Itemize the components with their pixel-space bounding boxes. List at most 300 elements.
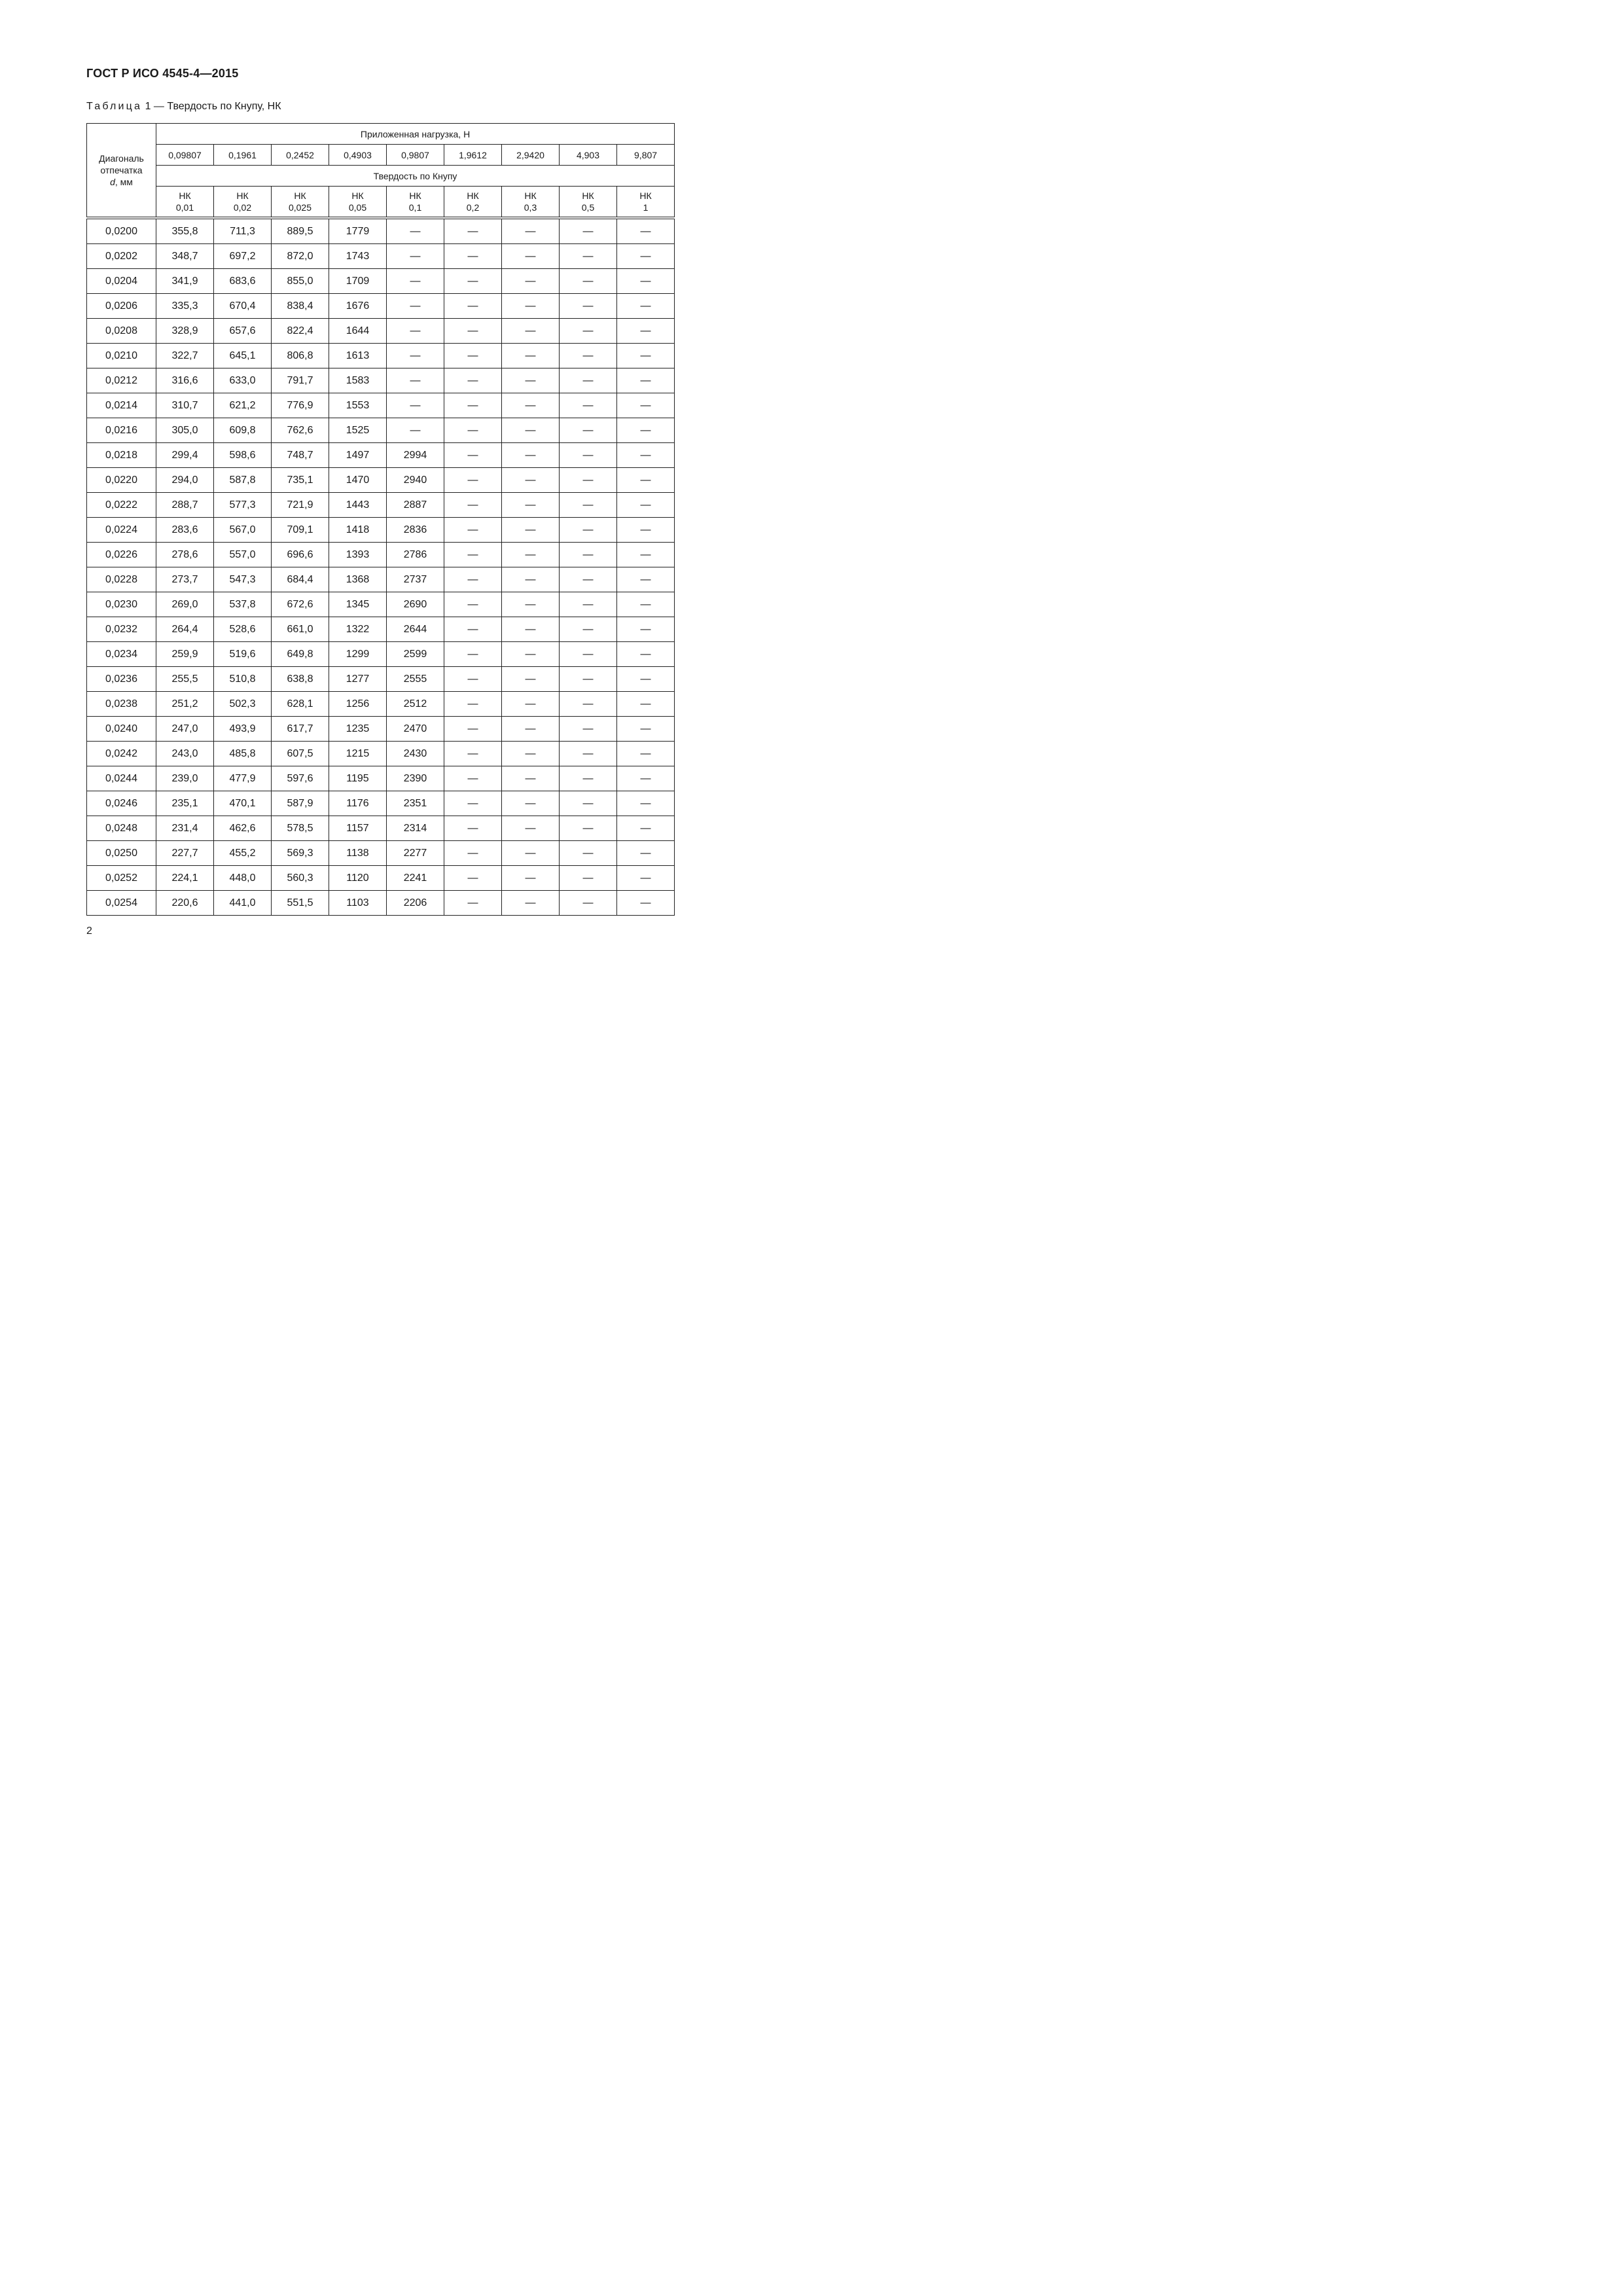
table-row <box>87 368 675 393</box>
hardness-cell: — <box>560 891 617 916</box>
hardness-cell: 239,0 <box>156 766 214 791</box>
hardness-cell: 560,3 <box>272 866 329 891</box>
load-value-header: 9,807 <box>617 145 675 166</box>
table-row <box>87 543 675 567</box>
hardness-scale-symbol: НК <box>294 190 306 201</box>
hardness-cell: — <box>617 766 675 791</box>
hardness-cell: — <box>444 891 502 916</box>
hardness-cell: — <box>502 642 560 667</box>
hardness-cell: 462,6 <box>214 816 272 841</box>
hardness-cell: 1525 <box>329 418 387 443</box>
hardness-cell: 697,2 <box>214 244 272 269</box>
hardness-cell: — <box>502 368 560 393</box>
hardness-cell: 537,8 <box>214 592 272 617</box>
hardness-cell: — <box>617 791 675 816</box>
hardness-cell: — <box>617 866 675 891</box>
hardness-cell: — <box>444 368 502 393</box>
hardness-cell: — <box>617 567 675 592</box>
hardness-cell: 597,6 <box>272 766 329 791</box>
load-value-header: 0,09807 <box>156 145 214 166</box>
hardness-cell: 791,7 <box>272 368 329 393</box>
hardness-cell: 696,6 <box>272 543 329 567</box>
diagonal-cell: 0,0218 <box>87 443 156 468</box>
hardness-cell: 1120 <box>329 866 387 891</box>
hardness-cell: — <box>617 443 675 468</box>
hardness-cell: — <box>444 841 502 866</box>
hardness-cell: 2241 <box>387 866 444 891</box>
hardness-cell: 335,3 <box>156 294 214 319</box>
hardness-cell: 2786 <box>387 543 444 567</box>
diagonal-cell: 0,0226 <box>87 543 156 567</box>
hardness-cell: 670,4 <box>214 294 272 319</box>
hardness-cell: 1368 <box>329 567 387 592</box>
hardness-cell: 1443 <box>329 493 387 518</box>
hardness-scale-header <box>617 187 675 219</box>
diagonal-cell: 0,0214 <box>87 393 156 418</box>
table-row <box>87 592 675 617</box>
table-row <box>87 518 675 543</box>
hardness-cell: — <box>387 244 444 269</box>
table-row <box>87 692 675 717</box>
hardness-cell: 578,5 <box>272 816 329 841</box>
hardness-cell: — <box>444 766 502 791</box>
hardness-cell: 1235 <box>329 717 387 742</box>
hardness-cell: 1418 <box>329 518 387 543</box>
hardness-cell: — <box>444 344 502 368</box>
hardness-cell: 231,4 <box>156 816 214 841</box>
diagonal-header-line2: отпечатка <box>100 165 143 175</box>
diagonal-cell: 0,0222 <box>87 493 156 518</box>
hardness-cell: 2836 <box>387 518 444 543</box>
table-row <box>87 493 675 518</box>
hardness-cell: 1583 <box>329 368 387 393</box>
hardness-cell: 855,0 <box>272 269 329 294</box>
load-value-header: 0,9807 <box>387 145 444 166</box>
table-row <box>87 667 675 692</box>
hardness-cell: 247,0 <box>156 717 214 742</box>
hardness-cell: 1644 <box>329 319 387 344</box>
hardness-cell: 547,3 <box>214 567 272 592</box>
diagonal-cell: 0,0238 <box>87 692 156 717</box>
hardness-cell: — <box>502 692 560 717</box>
diagonal-cell: 0,0220 <box>87 468 156 493</box>
hardness-cell: — <box>502 344 560 368</box>
hardness-cell: 649,8 <box>272 642 329 667</box>
diagonal-cell: 0,0248 <box>87 816 156 841</box>
hardness-cell: 269,0 <box>156 592 214 617</box>
hardness-cell: — <box>502 269 560 294</box>
hardness-cell: — <box>502 468 560 493</box>
hardness-cell: 519,6 <box>214 642 272 667</box>
hardness-cell: — <box>617 717 675 742</box>
hardness-cell: — <box>387 218 444 244</box>
hardness-cell: 1676 <box>329 294 387 319</box>
table-caption-title: 1 — Твердость по Кнупу, НК <box>142 101 281 112</box>
hardness-cell: 762,6 <box>272 418 329 443</box>
table-row <box>87 642 675 667</box>
hardness-cell: 1393 <box>329 543 387 567</box>
hardness-cell: 1277 <box>329 667 387 692</box>
hardness-cell: — <box>560 393 617 418</box>
hardness-cell: 278,6 <box>156 543 214 567</box>
hardness-cell: — <box>560 766 617 791</box>
diagonal-cell: 0,0224 <box>87 518 156 543</box>
hardness-scale-symbol: НК <box>236 190 249 201</box>
hardness-scale-value: 0,2 <box>466 202 480 213</box>
hardness-scale-value: 0,01 <box>175 202 194 213</box>
hardness-scale-symbol: НК <box>639 190 652 201</box>
hardness-cell: — <box>444 468 502 493</box>
hardness-cell: — <box>617 418 675 443</box>
hardness-scale-value: 1 <box>643 202 649 213</box>
hardness-cell: 477,9 <box>214 766 272 791</box>
hardness-cell: — <box>444 518 502 543</box>
hardness-scale-header <box>214 187 272 219</box>
hardness-cell: — <box>617 617 675 642</box>
page-number: 2 <box>86 925 92 937</box>
hardness-cell: — <box>444 816 502 841</box>
diagonal-cell: 0,0206 <box>87 294 156 319</box>
hardness-cell: — <box>617 518 675 543</box>
hardness-cell: 310,7 <box>156 393 214 418</box>
table-row <box>87 791 675 816</box>
hardness-cell: — <box>502 319 560 344</box>
hardness-cell: 1195 <box>329 766 387 791</box>
hardness-cell: — <box>502 841 560 866</box>
diagonal-cell: 0,0244 <box>87 766 156 791</box>
hardness-cell: 587,8 <box>214 468 272 493</box>
hardness-cell: — <box>560 567 617 592</box>
load-value-header: 0,2452 <box>272 145 329 166</box>
hardness-cell: — <box>444 269 502 294</box>
hardness-cell: 1779 <box>329 218 387 244</box>
hardness-cell: 235,1 <box>156 791 214 816</box>
hardness-cell: 348,7 <box>156 244 214 269</box>
hardness-scale-symbol: НК <box>524 190 537 201</box>
hardness-cell: — <box>444 667 502 692</box>
diagonal-cell: 0,0236 <box>87 667 156 692</box>
hardness-cell: 709,1 <box>272 518 329 543</box>
hardness-cell: — <box>560 443 617 468</box>
hardness-cell: — <box>387 344 444 368</box>
hardness-cell: — <box>560 543 617 567</box>
hardness-cell: — <box>444 418 502 443</box>
hardness-cell: 2277 <box>387 841 444 866</box>
hardness-cell: — <box>444 866 502 891</box>
hardness-cell: — <box>502 866 560 891</box>
hardness-cell: 502,3 <box>214 692 272 717</box>
load-value-header: 0,4903 <box>329 145 387 166</box>
hardness-scale-value: 0,5 <box>581 202 595 213</box>
diagonal-column-header <box>87 124 156 219</box>
hardness-cell: — <box>502 218 560 244</box>
hardness-cell: — <box>387 319 444 344</box>
hardness-cell: — <box>560 518 617 543</box>
hardness-cell: 2470 <box>387 717 444 742</box>
hardness-cell: — <box>560 617 617 642</box>
hardness-cell: 305,0 <box>156 418 214 443</box>
hardness-cell: 1743 <box>329 244 387 269</box>
hardness-cell: 493,9 <box>214 717 272 742</box>
table-row <box>87 742 675 766</box>
hardness-cell: 224,1 <box>156 866 214 891</box>
hardness-cell: — <box>617 344 675 368</box>
hardness-scale-symbol: НК <box>179 190 191 201</box>
hardness-scale-header <box>502 187 560 219</box>
hardness-cell: 448,0 <box>214 866 272 891</box>
hardness-cell: 1470 <box>329 468 387 493</box>
hardness-cell: — <box>502 766 560 791</box>
hardness-cell: — <box>560 866 617 891</box>
hardness-cell: — <box>617 468 675 493</box>
applied-load-header: Приложенная нагрузка, Н <box>156 124 675 145</box>
hardness-cell: — <box>560 244 617 269</box>
hardness-cell: 567,0 <box>214 518 272 543</box>
hardness-cell: 485,8 <box>214 742 272 766</box>
diagonal-cell: 0,0200 <box>87 218 156 244</box>
diagonal-cell: 0,0252 <box>87 866 156 891</box>
hardness-cell: 683,6 <box>214 269 272 294</box>
hardness-cell: — <box>560 418 617 443</box>
diagonal-cell: 0,0210 <box>87 344 156 368</box>
hardness-cell: 273,7 <box>156 567 214 592</box>
hardness-scale-value: 0,025 <box>288 202 312 213</box>
hardness-cell: 806,8 <box>272 344 329 368</box>
hardness-cell: — <box>502 742 560 766</box>
hardness-cell: — <box>387 418 444 443</box>
hardness-cell: — <box>444 692 502 717</box>
hardness-cell: 1256 <box>329 692 387 717</box>
diagonal-cell: 0,0250 <box>87 841 156 866</box>
table-row <box>87 344 675 368</box>
hardness-cell: — <box>502 518 560 543</box>
hardness-cell: — <box>560 816 617 841</box>
hardness-cell: 672,6 <box>272 592 329 617</box>
hardness-scale-value: 0,1 <box>408 202 422 213</box>
diagonal-symbol: d <box>110 177 115 187</box>
hardness-cell: — <box>444 642 502 667</box>
hardness-cell: — <box>387 393 444 418</box>
diagonal-cell: 0,0204 <box>87 269 156 294</box>
hardness-cell: 889,5 <box>272 218 329 244</box>
hardness-cell: 1138 <box>329 841 387 866</box>
table-row <box>87 866 675 891</box>
hardness-cell: — <box>502 393 560 418</box>
hardness-cell: — <box>444 493 502 518</box>
hardness-cell: — <box>617 493 675 518</box>
hardness-cell: — <box>560 218 617 244</box>
hardness-cell: 259,9 <box>156 642 214 667</box>
hardness-cell: 2940 <box>387 468 444 493</box>
table-row <box>87 443 675 468</box>
hardness-cell: — <box>617 393 675 418</box>
hardness-cell: 557,0 <box>214 543 272 567</box>
hardness-cell: 2690 <box>387 592 444 617</box>
hardness-cell: 1157 <box>329 816 387 841</box>
hardness-cell: — <box>617 218 675 244</box>
hardness-cell: 645,1 <box>214 344 272 368</box>
hardness-cell: — <box>444 543 502 567</box>
hardness-cell: 341,9 <box>156 269 214 294</box>
hardness-cell: — <box>560 692 617 717</box>
hardness-cell: — <box>444 393 502 418</box>
table-row <box>87 319 675 344</box>
hardness-cell: 528,6 <box>214 617 272 642</box>
hardness-cell: — <box>560 269 617 294</box>
hardness-cell: 470,1 <box>214 791 272 816</box>
hardness-cell: 2599 <box>387 642 444 667</box>
hardness-cell: 838,4 <box>272 294 329 319</box>
hardness-cell: — <box>502 567 560 592</box>
hardness-cell: 1176 <box>329 791 387 816</box>
hardness-cell: 2887 <box>387 493 444 518</box>
hardness-cell: — <box>444 443 502 468</box>
hardness-cell: — <box>444 294 502 319</box>
hardness-cell: 633,0 <box>214 368 272 393</box>
hardness-cell: 661,0 <box>272 617 329 642</box>
hardness-cell: — <box>617 891 675 916</box>
hardness-scale-header <box>329 187 387 219</box>
hardness-cell: — <box>502 791 560 816</box>
table-caption <box>86 101 281 113</box>
hardness-cell: — <box>560 344 617 368</box>
hardness-cell: — <box>502 717 560 742</box>
hardness-cell: — <box>617 368 675 393</box>
load-value-header: 0,1961 <box>214 145 272 166</box>
hardness-cell: 617,7 <box>272 717 329 742</box>
hardness-cell: — <box>560 592 617 617</box>
diagonal-cell: 0,0242 <box>87 742 156 766</box>
hardness-cell: 220,6 <box>156 891 214 916</box>
table-head <box>87 124 675 219</box>
hardness-cell: 2644 <box>387 617 444 642</box>
hardness-cell: 684,4 <box>272 567 329 592</box>
hardness-cell: 2512 <box>387 692 444 717</box>
hardness-cell: 316,6 <box>156 368 214 393</box>
hardness-scale-header <box>560 187 617 219</box>
hardness-cell: — <box>444 617 502 642</box>
hardness-cell: 1345 <box>329 592 387 617</box>
table-row <box>87 218 675 244</box>
hardness-cell: — <box>560 791 617 816</box>
table-row <box>87 468 675 493</box>
diagonal-header-line1: Диагональ <box>99 153 144 164</box>
hardness-header: Твердость по Кнупу <box>156 166 675 187</box>
hardness-scale-symbol: НК <box>582 190 594 201</box>
hardness-cell: — <box>617 667 675 692</box>
hardness-cell: 776,9 <box>272 393 329 418</box>
load-value-header: 1,9612 <box>444 145 502 166</box>
scales-row <box>87 187 675 219</box>
hardness-cell: 1709 <box>329 269 387 294</box>
hardness-cell: — <box>617 269 675 294</box>
hardness-cell: — <box>617 592 675 617</box>
hardness-cell: 2206 <box>387 891 444 916</box>
hardness-cell: 2994 <box>387 443 444 468</box>
loads-row <box>87 145 675 166</box>
hardness-cell: — <box>502 294 560 319</box>
diagonal-cell: 0,0212 <box>87 368 156 393</box>
hardness-cell: 2555 <box>387 667 444 692</box>
table-body <box>87 218 675 916</box>
hardness-cell: — <box>560 742 617 766</box>
hardness-cell: 2314 <box>387 816 444 841</box>
table-row <box>87 567 675 592</box>
document-header: ГОСТ Р ИСО 4545-4—2015 <box>86 67 239 80</box>
hardness-cell: 328,9 <box>156 319 214 344</box>
hardness-cell: 551,5 <box>272 891 329 916</box>
table-row <box>87 841 675 866</box>
diagonal-cell: 0,0216 <box>87 418 156 443</box>
hardness-cell: — <box>560 667 617 692</box>
hardness-cell: — <box>560 493 617 518</box>
hardness-cell: 243,0 <box>156 742 214 766</box>
hardness-cell: — <box>560 294 617 319</box>
hardness-cell: — <box>444 717 502 742</box>
hardness-cell: — <box>560 717 617 742</box>
hardness-scale-value: 0,02 <box>233 202 252 213</box>
hardness-cell: 621,2 <box>214 393 272 418</box>
hardness-cell: — <box>560 468 617 493</box>
hardness-scale-symbol: НК <box>467 190 479 201</box>
hardness-cell: 1215 <box>329 742 387 766</box>
hardness-cell: — <box>617 642 675 667</box>
hardness-cell: — <box>444 592 502 617</box>
hardness-cell: — <box>560 368 617 393</box>
hardness-scale-value: 0,05 <box>348 202 367 213</box>
hardness-cell: 587,9 <box>272 791 329 816</box>
diagonal-cell: 0,0234 <box>87 642 156 667</box>
diagonal-cell: 0,0228 <box>87 567 156 592</box>
hardness-cell: 1299 <box>329 642 387 667</box>
hardness-cell: 577,3 <box>214 493 272 518</box>
hardness-cell: — <box>502 244 560 269</box>
hardness-cell: — <box>502 592 560 617</box>
hardness-cell: — <box>387 269 444 294</box>
hardness-cell: — <box>444 319 502 344</box>
table-row <box>87 294 675 319</box>
hardness-scale-symbol: НК <box>409 190 421 201</box>
load-value-header: 2,9420 <box>502 145 560 166</box>
hardness-scale-header <box>156 187 214 219</box>
table-caption-word: Таблица <box>86 101 143 112</box>
table-row <box>87 269 675 294</box>
hardness-cell: 721,9 <box>272 493 329 518</box>
hardness-cell: 1322 <box>329 617 387 642</box>
hardness-cell: 1497 <box>329 443 387 468</box>
hardness-cell: 2351 <box>387 791 444 816</box>
diagonal-cell: 0,0240 <box>87 717 156 742</box>
table-row <box>87 617 675 642</box>
diagonal-cell: 0,0246 <box>87 791 156 816</box>
hardness-cell: — <box>444 244 502 269</box>
hardness-scale-header <box>387 187 444 219</box>
load-value-header: 4,903 <box>560 145 617 166</box>
hardness-cell: — <box>502 493 560 518</box>
hardness-cell: — <box>502 443 560 468</box>
hardness-cell: 638,8 <box>272 667 329 692</box>
hardness-cell: 294,0 <box>156 468 214 493</box>
hardness-scale-value: 0,3 <box>524 202 537 213</box>
hardness-cell: 255,5 <box>156 667 214 692</box>
diagonal-cell: 0,0202 <box>87 244 156 269</box>
hardness-cell: — <box>617 294 675 319</box>
hardness-cell: 355,8 <box>156 218 214 244</box>
hardness-cell: 569,3 <box>272 841 329 866</box>
hardness-scale-symbol: НК <box>351 190 364 201</box>
hardness-cell: — <box>502 667 560 692</box>
hardness-cell: 822,4 <box>272 319 329 344</box>
